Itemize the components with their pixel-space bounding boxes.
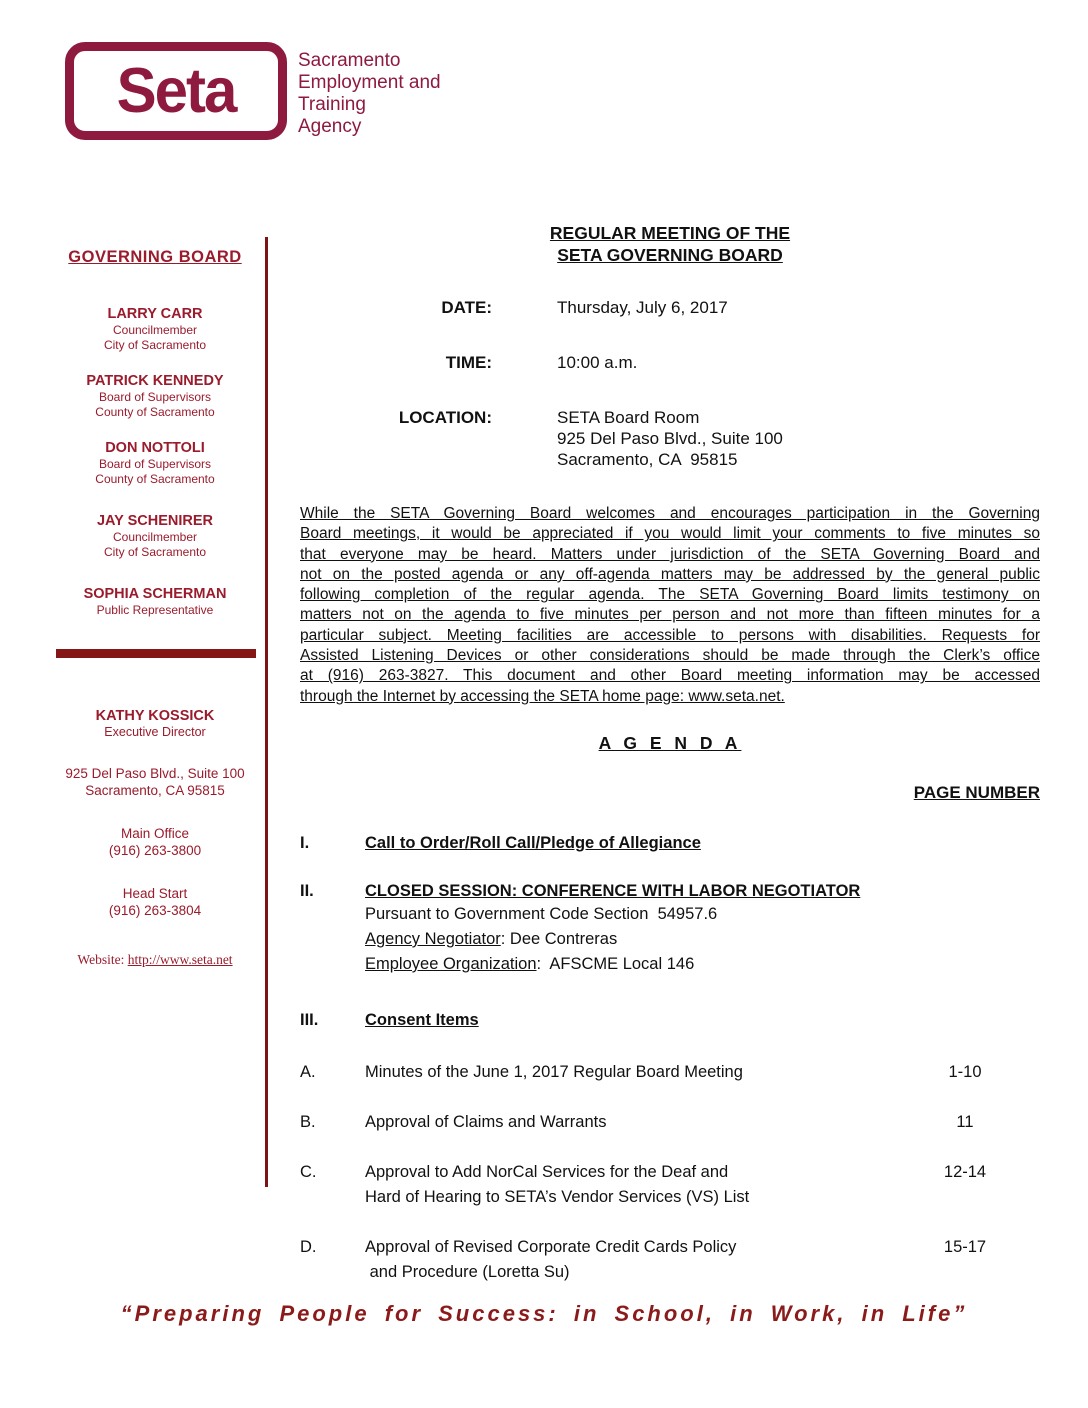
location-line: 925 Del Paso Blvd., Suite 100: [557, 429, 783, 448]
consent-pages: 1-10: [948, 1062, 982, 1081]
employee-organization-value: : AFSCME Local 146: [536, 954, 695, 973]
member-title: Councilmember: [112, 323, 198, 337]
board-member: [50, 585, 260, 618]
main-content: [300, 222, 1040, 1285]
director-title: Executive Director: [104, 725, 206, 739]
consent-item-a: [300, 1060, 1040, 1085]
member-org: City of Sacramento: [103, 338, 207, 352]
sidebar-divider-line: [265, 237, 268, 1187]
consent-letter: C.: [300, 1162, 317, 1181]
notice-line: not on the posted agenda or any off-agenda matters may be addressed by the general public: [300, 565, 1040, 583]
location-line: Sacramento, CA 95815: [557, 450, 738, 469]
public-participation-notice: [300, 504, 1040, 707]
meeting-title-line2: SETA GOVERNING BOARD: [557, 245, 783, 265]
member-name: SOPHIA SCHERMAN: [83, 586, 227, 602]
item-title: Consent Items: [365, 1010, 479, 1029]
board-member: [50, 439, 260, 487]
member-name: JAY SCHENIRER: [96, 513, 214, 529]
location-label: LOCATION:: [398, 408, 492, 427]
date-label: DATE:: [441, 298, 492, 317]
member-org: City of Sacramento: [103, 545, 207, 559]
notice-line: following completion of the regular agenda. The SETA Governing Board limits testimony on: [300, 586, 1040, 604]
agency-name-line: Employment and: [298, 72, 441, 93]
consent-letter: D.: [300, 1237, 317, 1256]
meeting-time-row: [300, 352, 1040, 373]
website-link[interactable]: http://www.seta.net: [127, 952, 233, 967]
address-line: 925 Del Paso Blvd., Suite 100: [65, 766, 245, 781]
consent-text: Minutes of the June 1, 2017 Regular Board Meeting: [365, 1062, 743, 1081]
time-label: TIME:: [445, 353, 492, 372]
member-org: County of Sacramento: [95, 405, 215, 419]
agency-name: [298, 50, 441, 138]
consent-text: Approval of Claims and Warrants: [365, 1112, 607, 1131]
closed-session-line: [365, 927, 1040, 952]
seta-logo-text: Seta: [116, 55, 236, 126]
consent-letter: B.: [300, 1112, 316, 1131]
meeting-title-line1: REGULAR MEETING OF THE: [549, 223, 791, 243]
notice-line: through the Internet by accessing the SETA home page: www.seta.net.: [300, 687, 785, 705]
agency-address: [50, 766, 260, 799]
member-name: LARRY CARR: [107, 306, 203, 322]
item-title: Call to Order/Roll Call/Pledge of Allegiance: [365, 833, 701, 852]
meeting-details: [300, 297, 1040, 470]
notice-line: Assisted Listening Devices or other considerations should be made through the Clerk’s office: [300, 647, 1040, 665]
office-name: Head Start: [122, 886, 188, 901]
office-phone: (916) 263-3800: [108, 842, 202, 858]
notice-line: Board meetings, it would be appreciated if you would limit your comments to five minutes so: [300, 525, 1040, 543]
consent-item-b: [300, 1110, 1040, 1135]
item-numeral: I.: [300, 833, 310, 852]
footer-quote: “Preparing People for Success: in School, in Work, in Life”: [120, 1301, 968, 1326]
closed-session-details: [365, 902, 1040, 977]
meeting-title: [300, 222, 1040, 266]
consent-pages: 12-14: [943, 1162, 987, 1181]
notice-line: that everyone may be heard. Matters under jurisdiction of the SETA Governing Board and: [300, 545, 1040, 563]
agenda-item-3: [300, 1010, 1040, 1031]
closed-session-line: [365, 952, 1040, 977]
agenda-item-1: [300, 833, 1040, 854]
page-number-column-label: PAGE NUMBER: [913, 782, 1040, 802]
member-name: DON NOTTOLI: [105, 440, 205, 456]
item-numeral: III.: [300, 1010, 319, 1029]
address-line: Sacramento, CA 95815: [85, 782, 225, 798]
consent-item-d: [300, 1235, 1040, 1285]
member-title: Public Representative: [96, 603, 214, 617]
seta-logo: [65, 42, 287, 140]
agency-name-line: Agency: [298, 116, 362, 137]
board-member: [50, 305, 260, 353]
agency-negotiator-value: : Dee Contreras: [500, 929, 618, 948]
consent-text: Approval of Revised Corporate Credit Cards Policy and Procedure (Loretta Su): [365, 1237, 737, 1281]
website-label: Website:: [77, 952, 128, 967]
director-name: KATHY KOSSICK: [95, 708, 215, 724]
head-start-contact: [50, 886, 260, 919]
consent-item-c: [300, 1160, 1040, 1210]
location-line: SETA Board Room: [557, 408, 700, 427]
consent-pages: 15-17: [943, 1237, 987, 1256]
notice-line: While the SETA Governing Board welcomes and encourages participation in the Governing: [300, 505, 1040, 522]
member-org: County of Sacramento: [95, 472, 215, 486]
agenda-item-2: [300, 881, 1040, 902]
member-title: Board of Supervisors: [98, 457, 212, 471]
agenda-heading: A G E N D A: [598, 732, 742, 753]
agency-name-line: Training: [298, 94, 366, 115]
office-name: Main Office: [120, 826, 190, 841]
notice-line: at (916) 263-3827. This document and other Board meeting information may be accessed: [300, 667, 1040, 685]
agency-negotiator-label: Agency Negotiator: [365, 929, 501, 948]
consent-letter: A.: [300, 1062, 316, 1081]
board-member: [50, 512, 260, 560]
consent-pages: 11: [956, 1112, 974, 1131]
website-line: [50, 952, 260, 968]
closed-session-line: Pursuant to Government Code Section 54957.6: [365, 904, 718, 923]
notice-line: matters not on the agenda to five minutes per person and not more than fifteen minutes for a: [300, 606, 1040, 624]
sidebar: [50, 248, 260, 968]
main-office-contact: [50, 826, 260, 859]
location-value: [557, 407, 1040, 470]
member-name: PATRICK KENNEDY: [86, 373, 224, 389]
date-value: Thursday, July 6, 2017: [557, 298, 728, 317]
board-member: [50, 372, 260, 420]
sidebar-heading: GOVERNING BOARD: [68, 248, 242, 266]
agency-name-line: Sacramento: [298, 50, 401, 71]
sidebar-horizontal-rule: [56, 649, 256, 658]
meeting-location-row: [300, 407, 1040, 470]
time-value: 10:00 a.m.: [557, 353, 638, 372]
item-numeral: II.: [300, 881, 314, 900]
member-title: Board of Supervisors: [98, 390, 212, 404]
employee-organization-label: Employee Organization: [365, 954, 537, 973]
meeting-date-row: [300, 297, 1040, 318]
notice-line: particular subject. Meeting facilities are accessible to persons with disabilities. Requests for: [300, 626, 1040, 644]
member-title: Councilmember: [112, 530, 198, 544]
office-phone: (916) 263-3804: [108, 902, 202, 918]
item-title: CLOSED SESSION: CONFERENCE WITH LABOR NEGOTIATOR: [365, 881, 861, 900]
executive-director: [50, 707, 260, 740]
consent-text: Approval to Add NorCal Services for the Deaf and Hard of Hearing to SETA’s Vendor Services (VS) List: [365, 1162, 750, 1206]
